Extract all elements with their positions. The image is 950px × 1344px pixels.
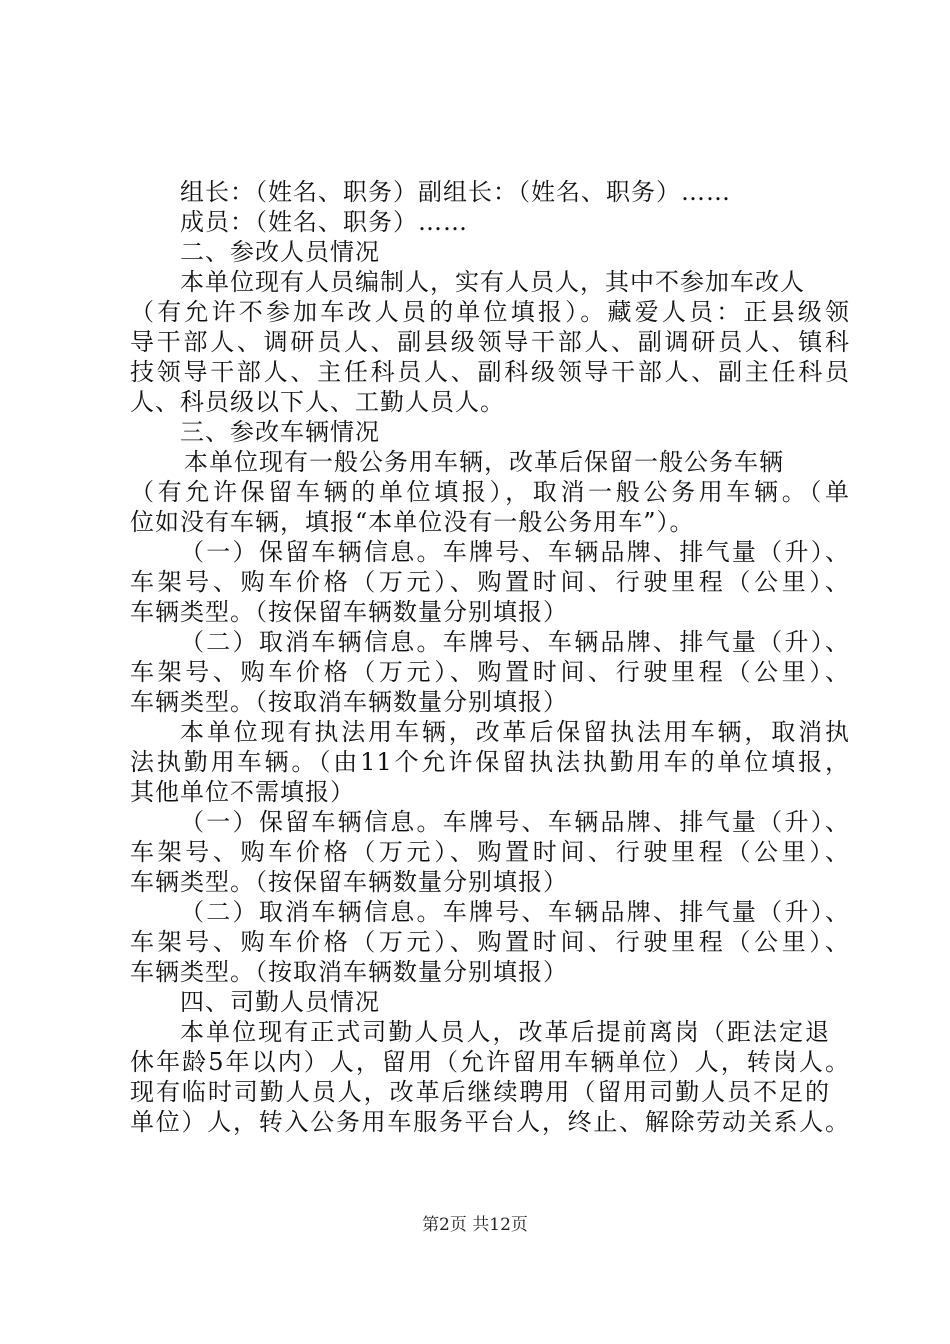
- paragraph-line: 车辆类型。（按取消车辆数量分别填报）: [130, 958, 568, 986]
- page-number: 第2页 共12页: [422, 1215, 528, 1235]
- paragraph-line: 现有临时司勤人员人，改革后继续聘用（留用司勤人员不足的: [130, 1078, 830, 1106]
- paragraph-line: 人、科员级以下人、工勤人员人。: [130, 388, 505, 416]
- paragraph-line: （二）取消车辆信息。车牌号、车辆品牌、排气量（升）、: [180, 628, 850, 656]
- paragraph-line: 车架号、购车价格（万元）、购置时间、行驶里程（公里）、: [130, 568, 850, 596]
- leader-line: 组长：（姓名、职务）副组长：（姓名、职务）……: [180, 178, 731, 206]
- paragraph-line: 车辆类型。（按保留车辆数量分别填报）: [130, 598, 568, 626]
- paragraph-line: 休年龄5年以内）人，留用（允许留用车辆单位）人，转岗人。: [130, 1048, 850, 1076]
- paragraph-line: （有允许不参加车改人员的单位填报）。藏爱人员：正县级领: [130, 298, 850, 326]
- paragraph-line: （二）取消车辆信息。车牌号、车辆品牌、排气量（升）、: [180, 898, 850, 926]
- paragraph-line: （一）保留车辆信息。车牌号、车辆品牌、排气量（升）、: [180, 538, 850, 566]
- member-line: 成员：（姓名、职务）……: [180, 208, 468, 236]
- paragraph-line: 本单位现有正式司勤人员人，改革后提前离岗（距法定退: [180, 1018, 830, 1046]
- paragraph-line: 导干部人、调研员人、副县级领导干部人、副调研员人、镇科: [130, 328, 850, 356]
- paragraph-line: 本单位现有执法用车辆，改革后保留执法用车辆，取消执: [180, 718, 850, 746]
- paragraph-line: 单位）人，转入公务用车服务平台人，终止、解除劳动关系人。: [130, 1108, 850, 1136]
- section-heading-3: 三、参改车辆情况: [180, 418, 380, 446]
- paragraph-line: 车辆类型。（按取消车辆数量分别填报）: [130, 688, 568, 716]
- paragraph-line: （一）保留车辆信息。车牌号、车辆品牌、排气量（升）、: [180, 808, 850, 836]
- paragraph-line: 位如没有车辆，填报“本单位没有一般公务用车”）。: [130, 508, 695, 536]
- paragraph-line: 其他单位不需填报）: [130, 778, 355, 806]
- paragraph-line: 技领导干部人、主任科员人、副科级领导干部人、副主任科员: [130, 358, 850, 386]
- paragraph-line: （有允许保留车辆的单位填报），取消一般公务用车辆。（单: [130, 478, 850, 506]
- section-heading-2: 二、参改人员情况: [180, 238, 380, 266]
- section-heading-4: 四、司勤人员情况: [180, 988, 380, 1016]
- paragraph-line: 车辆类型。（按保留车辆数量分别填报）: [130, 868, 568, 896]
- paragraph-line: 法执勤用车辆。（由11个允许保留执法执勤用车的单位填报，: [130, 748, 850, 776]
- paragraph-line: 车架号、购车价格（万元）、购置时间、行驶里程（公里）、: [130, 658, 850, 686]
- paragraph-line: 车架号、购车价格（万元）、购置时间、行驶里程（公里）、: [130, 928, 850, 956]
- paragraph-line: 车架号、购车价格（万元）、购置时间、行驶里程（公里）、: [130, 838, 850, 866]
- paragraph-line: 本单位现有人员编制人，实有人员人，其中不参加车改人: [180, 268, 805, 296]
- paragraph-line: 本单位现有一般公务用车辆，改革后保留一般公务车辆: [184, 448, 784, 476]
